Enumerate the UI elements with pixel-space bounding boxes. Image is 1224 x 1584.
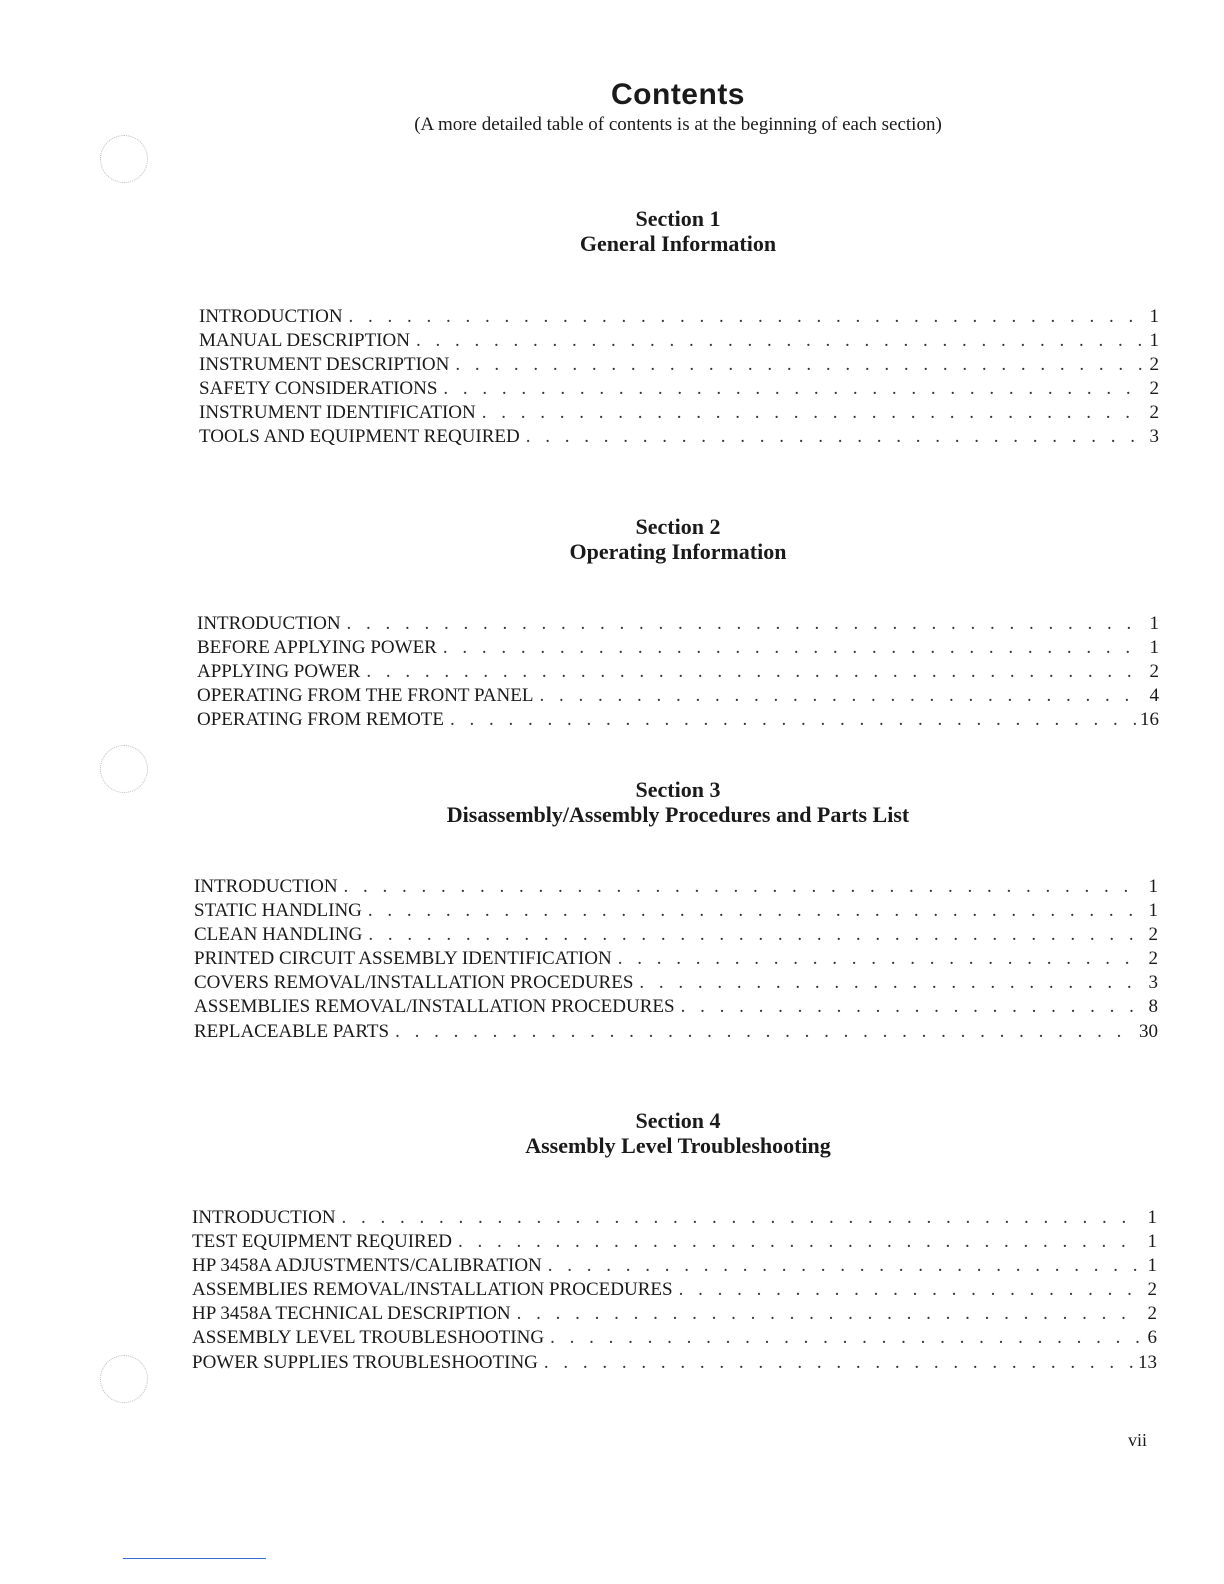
dot-leader <box>548 1254 1141 1278</box>
toc-entry-page: 1 <box>1149 306 1159 327</box>
toc-entry-label: ASSEMBLIES REMOVAL/INSTALLATION PROCEDURES <box>192 1279 673 1301</box>
page-title: Contents <box>611 78 745 111</box>
page-number: vii <box>1128 1430 1148 1450</box>
dot-leader <box>517 1302 1141 1326</box>
dot-leader <box>679 1278 1141 1302</box>
toc-entry[interactable] <box>194 995 1158 1019</box>
toc-entry-page: 1 <box>1149 637 1159 659</box>
dot-leader <box>455 353 1143 377</box>
punch-hole-bottom <box>100 1355 148 1403</box>
footer-rule <box>123 1558 266 1559</box>
toc-entry[interactable] <box>194 1020 1158 1044</box>
toc-entry-page: 1 <box>1147 1207 1157 1228</box>
toc-entry-label: MANUAL DESCRIPTION <box>199 330 410 352</box>
toc-entry[interactable] <box>192 1230 1157 1254</box>
dot-leader <box>443 636 1143 660</box>
dot-leader <box>539 684 1143 708</box>
toc-entry-label: HP 3458A ADJUSTMENTS/CALIBRATION <box>192 1255 542 1277</box>
toc-entry[interactable] <box>197 660 1159 684</box>
toc-entry[interactable] <box>192 1302 1157 1326</box>
toc-entry-label: INTRODUCTION <box>199 306 343 327</box>
dot-leader <box>482 401 1143 425</box>
dot-leader <box>368 899 1142 923</box>
toc-entry[interactable] <box>197 612 1159 636</box>
section-3-toc <box>194 875 1158 1044</box>
toc-entry[interactable] <box>194 899 1158 923</box>
toc-entry[interactable] <box>199 377 1159 401</box>
toc-entry-label: TEST EQUIPMENT REQUIRED <box>192 1231 453 1253</box>
toc-entry-page: 2 <box>1148 948 1158 970</box>
toc-entry-label: OPERATING FROM REMOTE <box>197 709 445 731</box>
toc-entry-label: COVERS REMOVAL/INSTALLATION PROCEDURES <box>194 972 634 994</box>
toc-entry[interactable] <box>199 329 1159 353</box>
dot-leader <box>347 612 1143 636</box>
dot-leader <box>681 995 1142 1019</box>
toc-entry[interactable] <box>197 636 1159 660</box>
toc-entry-page: 2 <box>1149 661 1159 683</box>
toc-entry-label: INTRODUCTION <box>192 1207 336 1228</box>
toc-entry-label: POWER SUPPLIES TROUBLESHOOTING <box>192 1351 538 1373</box>
dot-leader <box>443 377 1143 401</box>
section-title: Assembly Level Troubleshooting <box>525 1133 831 1158</box>
toc-entry-label: HP 3458A TECHNICAL DESCRIPTION <box>192 1303 511 1325</box>
dot-leader <box>544 1351 1134 1375</box>
section-number: Section 2 <box>635 514 721 539</box>
toc-entry[interactable] <box>199 401 1159 425</box>
toc-entry[interactable] <box>197 684 1159 708</box>
section-1-toc <box>199 305 1159 450</box>
toc-entry[interactable] <box>192 1278 1157 1302</box>
dot-leader <box>458 1230 1141 1254</box>
dot-leader <box>416 329 1143 353</box>
toc-entry-page: 2 <box>1149 354 1159 376</box>
toc-entry[interactable] <box>194 947 1158 971</box>
toc-entry-label: ASSEMBLY LEVEL TROUBLESHOOTING <box>192 1327 545 1349</box>
toc-entry-page: 3 <box>1148 972 1158 994</box>
toc-entry-label: BEFORE APPLYING POWER <box>197 637 437 659</box>
toc-entry-page: 13 <box>1138 1351 1157 1373</box>
section-title: Disassembly/Assembly Procedures and Parts List <box>446 802 910 827</box>
toc-entry-page: 6 <box>1147 1327 1157 1349</box>
dot-leader <box>344 875 1142 899</box>
section-number: Section 1 <box>635 206 721 231</box>
toc-entry-page: 3 <box>1149 426 1159 448</box>
toc-entry-page: 30 <box>1139 1020 1158 1042</box>
page-subtitle: (A more detailed table of contents is at the beginning of each section) <box>414 114 942 135</box>
toc-entry-label: OPERATING FROM THE FRONT PANEL <box>197 685 534 707</box>
toc-entry-page: 2 <box>1147 1279 1157 1301</box>
dot-leader <box>618 947 1142 971</box>
toc-entry-page: 8 <box>1148 996 1158 1018</box>
section-2-toc <box>197 612 1159 732</box>
section-number: Section 3 <box>635 777 721 802</box>
toc-entry-page: 2 <box>1147 1303 1157 1325</box>
toc-entry-label: APPLYING POWER <box>197 661 361 683</box>
dot-leader <box>349 305 1143 329</box>
toc-entry[interactable] <box>194 875 1158 899</box>
toc-entry[interactable] <box>192 1206 1157 1230</box>
toc-entry-page: 1 <box>1149 330 1159 352</box>
toc-entry[interactable] <box>194 971 1158 995</box>
toc-entry-page: 1 <box>1147 1255 1157 1277</box>
toc-entry-label: STATIC HANDLING <box>194 900 362 922</box>
toc-entry[interactable] <box>194 923 1158 947</box>
dot-leader <box>342 1206 1141 1230</box>
toc-entry[interactable] <box>199 425 1159 449</box>
toc-entry-label: INTRODUCTION <box>197 613 341 634</box>
toc-entry[interactable] <box>192 1326 1157 1350</box>
toc-entry-page: 2 <box>1148 924 1158 946</box>
toc-entry-page: 16 <box>1140 709 1159 731</box>
toc-entry-page: 2 <box>1149 378 1159 400</box>
section-number: Section 4 <box>635 1108 721 1133</box>
toc-entry[interactable] <box>192 1351 1157 1375</box>
section-title: Operating Information <box>569 539 787 564</box>
toc-entry-label: INTRODUCTION <box>194 876 338 897</box>
toc-entry-label: REPLACEABLE PARTS <box>194 1020 390 1042</box>
section-4-toc <box>192 1206 1157 1375</box>
punch-hole-top <box>100 135 148 183</box>
toc-entry-page: 1 <box>1148 900 1158 922</box>
section-2-heading <box>0 514 1224 564</box>
toc-entry-page: 2 <box>1149 402 1159 424</box>
toc-entry-label: INSTRUMENT IDENTIFICATION <box>199 402 476 424</box>
toc-entry[interactable] <box>199 305 1159 329</box>
dot-leader <box>526 425 1143 449</box>
section-4-heading <box>0 1108 1224 1158</box>
toc-entry[interactable] <box>199 353 1159 377</box>
toc-entry-label: INSTRUMENT DESCRIPTION <box>199 354 450 376</box>
toc-entry[interactable] <box>192 1254 1157 1278</box>
dot-leader <box>639 971 1142 995</box>
section-1-heading <box>0 206 1224 256</box>
toc-entry-label: CLEAN HANDLING <box>194 924 363 946</box>
toc-entry-page: 1 <box>1148 876 1158 897</box>
toc-entry-label: TOOLS AND EQUIPMENT REQUIRED <box>199 426 520 448</box>
dot-leader <box>550 1326 1141 1350</box>
toc-entry-label: SAFETY CONSIDERATIONS <box>199 378 438 400</box>
dot-leader <box>395 1020 1135 1044</box>
toc-entry-page: 1 <box>1149 613 1159 634</box>
dot-leader <box>366 660 1143 684</box>
dot-leader <box>368 923 1142 947</box>
toc-entry-label: PRINTED CIRCUIT ASSEMBLY IDENTIFICATION <box>194 948 612 970</box>
section-3-heading <box>0 777 1224 827</box>
toc-entry-label: ASSEMBLIES REMOVAL/INSTALLATION PROCEDURES <box>194 996 675 1018</box>
section-title: General Information <box>579 231 777 256</box>
toc-entry[interactable] <box>197 708 1159 732</box>
toc-entry-page: 1 <box>1147 1231 1157 1253</box>
toc-entry-page: 4 <box>1149 685 1159 707</box>
dot-leader <box>450 708 1136 732</box>
